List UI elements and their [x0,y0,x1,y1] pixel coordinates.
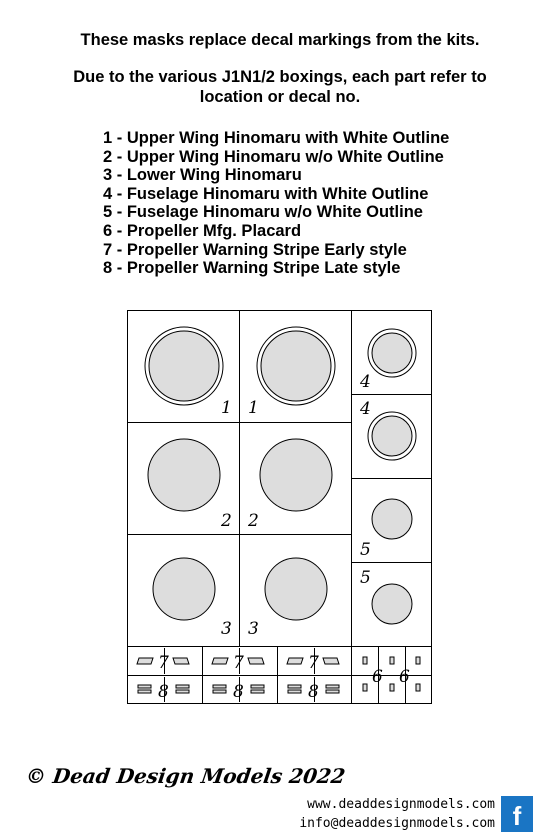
legend-item-1: 1 - Upper Wing Hinomaru with White Outline [103,129,450,147]
part-number-8: 8 [233,682,244,702]
part-number-8: 8 [308,682,319,702]
hinomaru-5-disc [372,584,412,624]
part-number-1: 1 [248,398,259,418]
hinomaru-2-disc [148,439,220,511]
legend-item-3: 3 - Lower Wing Hinomaru [103,166,302,185]
legend-item-5: 5 - Fuselage Hinomaru w/o White Outline [103,203,423,222]
part-number-6: 6 [372,667,383,687]
part-number-3: 3 [248,619,259,639]
hinomaru-3-disc [265,558,327,620]
part-number-6: 6 [399,667,410,687]
part-number-7: 7 [233,653,244,673]
hinomaru-1-disc [261,331,331,401]
brand-signature: © Dead Design Models 2022 [24,764,347,788]
hinomaru-2-disc [260,439,332,511]
hinomaru-5-disc [372,499,412,539]
part-number-5: 5 [360,568,371,588]
part-number-4: 4 [360,372,371,392]
email-link[interactable]: info@deaddesignmodels.com [299,816,495,831]
intro-line-3: location or decal no. [199,88,361,106]
part-number-2: 2 [221,511,232,531]
hinomaru-4-disc [372,333,412,373]
intro-line-2: Due to the various J1N1/2 boxings, each part refer to [73,68,487,86]
part-number-8: 8 [158,682,169,702]
intro-line-1: These masks replace decal markings from the kits. [80,31,480,49]
legend-item-7: 7 - Propeller Warning Stripe Early style [103,240,407,259]
hinomaru-3-disc [153,558,215,620]
legend-item-6: 6 - Propeller Mfg. Placard [103,221,302,240]
facebook-icon[interactable]: f [501,796,533,832]
part-number-3: 3 [221,619,232,639]
website-link[interactable]: www.deaddesignmodels.com [307,797,495,812]
part-number-2: 2 [248,511,259,531]
part-number-1: 1 [221,398,232,418]
hinomaru-1-disc [149,331,219,401]
part-number-5: 5 [360,540,371,560]
hinomaru-4-disc [372,416,412,456]
part-number-4: 4 [360,399,371,419]
part-number-7: 7 [158,653,169,673]
legend-item-8: 8 - Propeller Warning Stripe Late style [103,259,401,278]
part-number-7: 7 [308,653,319,673]
legend-item-4: 4 - Fuselage Hinomaru with White Outline [103,184,429,203]
legend-item-2: 2 - Upper Wing Hinomaru w/o White Outline [103,147,444,166]
